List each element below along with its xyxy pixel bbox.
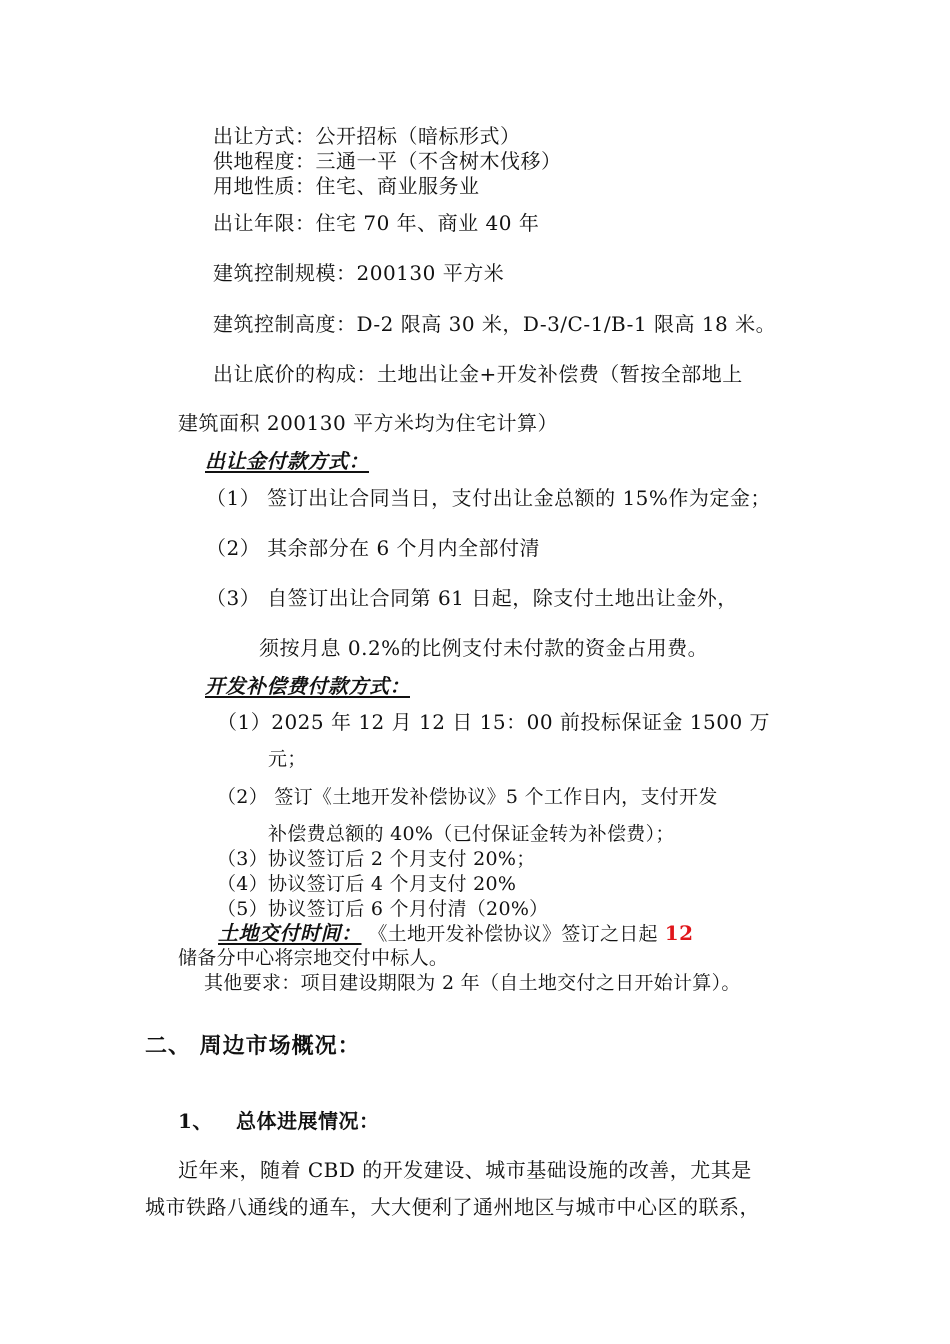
compensation-item-2: （2） 签订《土地开发补偿协议》5 个工作日内，支付开发: [217, 786, 718, 808]
compensation-item-1: （1）2025 年 12 月 12 日 15：00 前投标保证金 1500 万: [217, 710, 771, 734]
building-scale: 建筑控制规模：200130 平方米: [213, 261, 505, 285]
subsection-title: 总体进展情况：: [236, 1109, 380, 1133]
transfer-method: 出让方式：公开招标（暗标形式）: [213, 124, 521, 148]
height-limit: 建筑控制高度：D-2 限高 30 米，D-3/C-1/B-1 限高 18 米。: [213, 312, 777, 336]
transfer-payment-item: （1） 签订出让合同当日，支付出让金总额的 15%作为定金；: [206, 486, 771, 510]
compensation-item-2-cont: 补偿费总额的 40%（已付保证金转为补偿费）；: [268, 823, 675, 845]
compensation-item-3: （3）协议签订后 2 个月支付 20%；: [217, 848, 536, 870]
paragraph-line-2: 城市铁路八通线的通车，大大便利了通州地区与城市中心区的联系，: [145, 1195, 760, 1219]
transfer-payment-item: （2） 其余部分在 6 个月内全部付清: [206, 536, 541, 560]
transfer-payment-item-cont: 须按月息 0.2%的比例支付未付款的资金占用费。: [259, 636, 709, 660]
section-heading: 二、 周边市场概况：: [145, 1034, 361, 1059]
compensation-item-4: （4）协议签订后 4 个月支付 20%: [217, 873, 517, 895]
other-requirements: 其他要求：项目建设期限为 2 年（自土地交付之日开始计算）。: [204, 972, 741, 994]
paragraph-line-1: 近年来，随着 CBD 的开发建设、城市基础设施的改善，尤其是: [178, 1158, 752, 1182]
base-price-line-2: 建筑面积 200130 平方米均为住宅计算）: [178, 411, 559, 435]
compensation-payment-title: 开发补偿费付款方式：: [205, 674, 410, 698]
delivery-text: 《土地开发补偿协议》签订之日起: [368, 923, 658, 945]
compensation-item-5: （5）协议签订后 6 个月付清（20%）: [217, 898, 549, 920]
delivery-label: 土地交付时间：: [218, 921, 362, 945]
delivery-line: [218, 920, 694, 947]
land-condition: 供地程度：三通一平（不含树木伐移）: [213, 149, 562, 173]
transfer-payment-item: （3） 自签订出让合同第 61 日起，除支付土地出让金外，: [206, 586, 738, 610]
land-use: 用地性质：住宅、商业服务业: [213, 174, 480, 198]
compensation-item-1-cont: 元；: [268, 748, 307, 770]
delivery-highlight: 12: [664, 921, 694, 945]
base-price-line-1: 出让底价的构成：土地出让金+开发补偿费（暂按全部地上: [213, 362, 743, 386]
subsection-number: 1、: [178, 1109, 213, 1133]
delivery-line-2: 储备分中心将宗地交付中标人。: [178, 947, 449, 969]
transfer-payment-title: 出让金付款方式：: [205, 449, 369, 473]
term-years: 出让年限：住宅 70 年、商业 40 年: [213, 211, 540, 235]
